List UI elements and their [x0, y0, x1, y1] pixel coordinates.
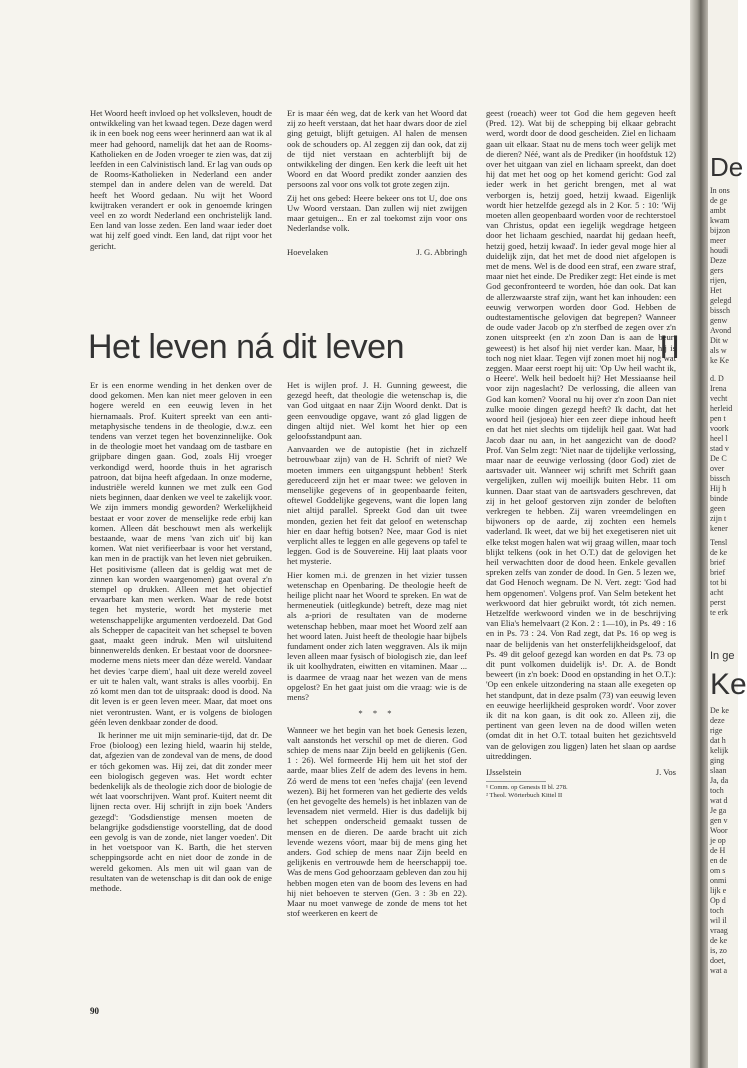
- article-paragraph: Ik herinner me uit mijn seminarie-tijd, dat dr. De Froe (bioloog) een lezing hield, waarin hij stelde, dat, afgezien van de zondeval van de mens, de dood er tóch gekomen was. Hij zei, dat dit zonder meer een biologisch gegeven was. Het wordt echter bedenkelijk als de theologie zich door de biologie de wét laat voorschrijven. Want prof. Kuitert neemt dit lijnen recta over. Hij schrijft in zijn boek 'Anders gezegd': 'Godsdienstige mensen moeten de belangrijke godsdienstige voorstelling, dat de dood een gevolg is van de zonde, niet langer voeden'. Dit in het voetspoor van K. Barth, die het sterven scheppingsorde acht en niet door de zonde in de wereld gekomen. Als men uit wil gaan van de resultaten van de wetenschap is dit dan ook de enige methode.: [90, 729, 272, 893]
- article-part-number: II: [659, 329, 683, 365]
- article-paragraph: Aanvaarden we de autopistie (het in zichzelf betrouwbaar zijn) van de H. Schrift of niet? We moeten immers een uitgangspunt hebben! Sterk gereduceerd zijn het er maar twee: we geloven in menselijke gegevens of in geopenbaarde feiten, oftewel Goddelijke gegevens, want die lopen lang niet altijd parallel. Spreekt God dan uit twee monden, gezien het feit dat geloof en wetenschap hier en daar heftig botsen? Nee, maar God is niet verplicht alles te leggen en alle gegevens op tafel te leggen. God is de Souvereine. Hij laat plaats voor het mysterie.: [287, 444, 467, 567]
- article-column-2: [287, 380, 467, 992]
- author-place: IJsselstein: [486, 767, 522, 777]
- adjacent-text-fragment: De ke deze rige dat h kelijk ging slaan Ja, da toch wat d Je ga gen v Woor je op de H en de om s onmi lijk e Op d toch wil il vraag de ke is, zo doet, wat a: [710, 706, 729, 975]
- article-column-1: [90, 380, 272, 992]
- previous-article-conclusion-column: [90, 108, 272, 254]
- author-name: J. Vos: [655, 767, 676, 777]
- adjacent-subheading: In ge: [710, 650, 735, 662]
- article-paragraph: Wanneer we het begin van het boek Genesis lezen, valt aanstonds het verschil op met de dieren. God schiep de mens naar Zijn beeld en gelijkenis (Gen. 1 : 26). Wel formeerde Hij hem uit het stof der aarde, maar blies Zelf de adem des levens in hem. Zó werd de mens tot een 'nefes chajja' (een levend wezen). Bij het formeren van het gedierte des velds (en het gevogelte des hemels) is het inblazen van de levensadem niet vermeld. Hier is dus dadelijk bij het scheppen onderscheid gemaakt tussen de mensen en de dieren. De aarde bracht uit zich levende wezens vóort, maar bij de mens ging het anders. God schiep de mens naar Zijn beeld en gelijkenis en vertrouwde hem de heerschappij toe. Was de mens God gehoorzaam gebleven dan zou hij hebben mogen eten van de boom des levens en had hij niet behoeven te sterven (Gen. 3 : 3b en 22). Maar nu moet vanwege de zonde de mens tot het stof weerkeren en keert de: [287, 724, 467, 919]
- previous-article-paragraph: Er is maar één weg, dat de kerk van het Woord dat zij zo heeft verstaan, dat het haar dwars door de ziel ging getuigt, blijft getuigen. Al halen de mensen ook de schouders op. Al zeggen zij dan ook, dat zij de tijd niet verstaan en achterblijft bij de ontwikkeling der dingen. Een kerk die leeft uit het Woord en dat Woord predikt zonder aanzien des persoons zal voor ons volk tot grote zegen zijn.: [287, 108, 467, 190]
- adjacent-text-fragment: In ons de ge ambt kwam bijzon meer houdi Deze gers rijen, Het gelegd bissch genw Avond Dit w als w ke Ke: [710, 186, 732, 365]
- author-place: Hoevelaken: [287, 247, 329, 258]
- article-paragraph: Er is een enorme wending in het denken over de dood gekomen. Men kan niet meer geloven in een hogere wereld en een eeuwig leven in het hiernamaals. Prof. Kuitert spreekt van een anti-metaphysische tendens in de theologie, d.w.z. een tendens van verzet tegen het bovenzinnelijke. Ook in de theologie moet het vandaag om de tastbare en grijpbare dingen gaan. God, zoals Hij vroeger verkondigd werd, hoorde thuis in het agrarisch patroon, dat bijna heeft afgedaan. In onze moderne, industriële wereld kunnen we met zulk een God niets beginnen, daar denken we veel te zakelijk voor. We zijn immers mondig geworden? Werkelijkheid bestaat er voor zover de menselijke rede erbij kan komen. Alleen dát beschouwt men als werkelijk bestaande, waar de mens 'van zich uit' bij kan komen. Wat niet verifieerbaar is voor het verstand, kan men in de practijk van het leven niet gebruiken. Het positivisme (alleen dat is geldig wat met de zinnen kan worden waargenomen) gaat overal z'n stempel op drukken. Alleen met het objectief ervaarbare kan men werken. Waar de rede botst tegen het mysterie, wordt het mysterie met wetenschappelijke argumenten verdoezeld. Dat God als Schepper de capaciteit van het schepsel te boven gaat, maakt geen indruk. Men wil uitsluitend binnenwerelds denken. Er bestaat voor de doorsnee-moderne mens niets meer dan déze wereld. Vandaar het devies 'carpe diem', haal uit deze wereld zoveel er uit te halen valt, want straks is alles voorbij. En zó komt men dan tot de uitspraak: dood is dood. Na dit leven is er geen leven meer. Maar, dat moet ons niet verontrusten. Want, er is volgens de biologen géén leven denkbaar zonder de dood.: [90, 380, 272, 727]
- previous-article-paragraph: Het Woord heeft invloed op het volksleven, houdt de ontwikkeling van het kwaad tegen. Deze dagen werd ik in een boek nog eens weer herinnerd aan wat ik al meer had gehoord, namelijk dat het aan de Rooms-Katholieken en de Joden vroeger te zien was, dat zij leefden in een Calvinistisch land. Er lag van ouds op de Rooms-Katholieken in Nederland een ander stempel dan in andere delen van de wereld. Dat heeft het Woord gedaan. Nu wijt het Woord kwijtraken verandert er ook in genoemde kringen veel en zo wordt Nederland een onchristelijk land. Een land van losse zeden. Een land waar ieder doet wat hij zelf goed vindt. Een land, dat rijpt voor het gericht.: [90, 108, 272, 251]
- adjacent-text-fragment: d. D Irena vecht herleid pen t voork heel l stad v De C over bissch Hij h binde geen zijn t kener: [710, 374, 733, 533]
- adjacent-page-edge: [708, 0, 747, 1068]
- author-signature: [486, 767, 676, 777]
- author-signature: [287, 247, 467, 257]
- article-paragraph: Hier komen m.i. de grenzen in het vizier tussen wetenschap en Openbaring. De theologie heeft de heilige plicht naar het Woord te spreken. En wat de hermeneutiek (uitlegkunde) betreft, deze mag niet als a-priori de resultaten van de moderne wetenschap hebben, maar moet het Woord zelf aan het woord laten. Juist heeft de theologie haar bijbels fundament onder zich laten weggraven. Als ik mijn leven alleen maar fysisch of biologisch zie, dan leef ik uit koolhydraten, eiwitten en vitaminen. Maar ... is daarmee de vraag naar het wezen van de mens opgelost? En het gaat juist om die vraag: wie is de mens?: [287, 569, 467, 703]
- author-name: J. G. Abbringh: [416, 247, 467, 258]
- previous-article-closing-column: [287, 108, 467, 258]
- footnote-2: ² Theol. Wörterbuch Kittel II: [486, 792, 563, 800]
- article-paragraph: Het is wijlen prof. J. H. Gunning geweest, die gezegd heeft, dat theologie die wetenschap is, die van God uitgaat en naar Zijn Woord denkt. Dat is geen eenvoudige opgave, want zó glad liggen de dingen altijd niet. Wel komt het hier op een geloofsstandpunt aan.: [287, 380, 467, 442]
- article-paragraph: geest (roeach) weer tot God die hem gegeven heeft (Pred. 12). Wat bij de schepping bij elkaar gebracht werd, wordt door de dood gescheiden. Ziel en lichaam gaan uit elkaar. Staat nu de mens toch weer gelijk met de dieren? Néé, want als de Prediker (in hoofdstuk 12) over het uitgaan van ziel en lichaam spreekt, dan doet hij dat met het oog op het komend gericht: God zal ieder werk in het gericht brengen, met al wat verborgen is, hetzij goed, hetzij kwaad. Eigenlijk wordt hier hetzelfde gezegd als in 2 Kor. 5 : 10: 'Wij moeten allen geopenbaard worden voor de rechterstoel van Christus, opdat een iegelijk wegdrage hetgeen door het lichaam geschied, naardat hij gedaan heeft, hetzij goed, hetzij kwaad'. In ieder geval moge hier al duidelijk zijn, dat het met de dood niet afgelopen is met de mens. Wel is de dood een straf, een zware straf, maar niet het einde. De Prediker zegt: Het einde is met God geconfronteerd te worden, hóe dan ook. Dat kan de allerzwaarste straf zijn, want het kan inhouden: een eeuwig verworpen worden door God. Hebben de oudtestamentische gelovigen dat begrepen? Wanneer de oude vader Jacob op z'n sterfbed de zegen over z'n zonen uitspreekt (en z'n zoon Dan is aan de beurt geweest) is het alsof hij niet verder kan. Maar, hij is toch nog niet klaar. Tegen vijf zonen moet hij nog wat zeggen. Maar eerst roept hij uit: 'Op Uw heil wacht ik, o Heere'. Welk heil bedoelt hij? Het Messiaanse heil voor zijn nageslacht? De verlossing, die alleen van God kan komen? Vooral nu hij over z'n zoon Dan niet zulke mooie dingen gezegd heeft? Ik dacht, dat het woord heil (jesjoea) hier een zeer diepe inhoud heeft en dat het niet slechts om tijdelijk heil gaat. Wat had Jacob daar nu aan, in het aangezicht van de dood? Prof. Van Selm zegt: 'Niet naar de tijdelijke verlossing, maar naar de eeuwige verlossing (door God) ziet de aartsvader uit. Wanneer wij schrift met Schrift gaan vergelijken, zullen wij moeilijk buiten Hebr. 11 om kunnen. Daar staat van de aartsvaders geschreven, dat zij in het geloof gestorven zijn zonder de beloften verkregen te hebben. Zij waren vreemdelingen en bijwoners op de aarde, zij zochten een hemels vaderland. Ik weet, dat we bij het exegetiseren niet uit elke tekst mogen halen wat wij graag willen, maar toch blijkt telkens (ook in het O.T.) dat de gelovigen het heil verwachtten door de dood heen. Enkele gevallen spreken zelfs van zonder de dood. In Gen. 5 lezen we, dat God Henoch wegnam. De N. Vert. zegt: 'God had hem opgenomen'. Volgens prof. Van Selm betekent het werkwoord dat hier gebruikt wordt, tót zich nemen. Hetzelfde werkwoord vinden we in de beschrijving van Elia's hemelvaart (2 Kon. 2 : 1—10), in Ps. 49 : 16 en in Ps. 73 : 24. Von Rad zegt, dat Ps. 16 op weg is naar de belijdenis van het onsterfelijkheidsgeloof, dat Ps. 49 dit geloof gezegd kan worden en dat Ps. 73 op dit punt volkomen duidelijk is¹. Dr. A. de Bondt beweert (in z'n boek: Dood en opstanding in het O.T.): 'Op een enkele uitzondering na staan alle exegeten op het standpunt, dat in deze psalm (73) van eeuwig leven en eeuwige heerlijkheid gesproken wordt'. Voor zover ik dit na kon gaan, is dit ook zo. Alleen zij, die pertinent van geen leven na de dood willen weten (omdat dit in het O.T. totaal buiten het gezichtsveld van de gelovigen zou liggen) laten het slaan op aardse uitreddingen.: [486, 108, 676, 761]
- adjacent-heading: De: [710, 152, 744, 182]
- adjacent-heading: Ke: [710, 668, 747, 701]
- adjacent-text-fragment: Tensl de ke brief brief tot bi acht perst te erk: [710, 538, 728, 617]
- article-column-3: [486, 108, 676, 998]
- page-number: 90: [90, 1006, 99, 1016]
- section-break: * * *: [358, 708, 396, 719]
- previous-article-prayer: Zij het ons gebed: Heere bekeer ons tot U, doe ons Uw Woord verstaan. Dan zullen wij niet zwijgen maar getuigen... En er zal toekomst zijn voor ons Nederlandse volk.: [287, 192, 467, 234]
- book-gutter: [690, 0, 708, 1068]
- article-title: Het leven ná dit leven: [88, 328, 404, 366]
- footnote-1: ¹ Comm. op Genesis II bl. 278.: [486, 784, 568, 792]
